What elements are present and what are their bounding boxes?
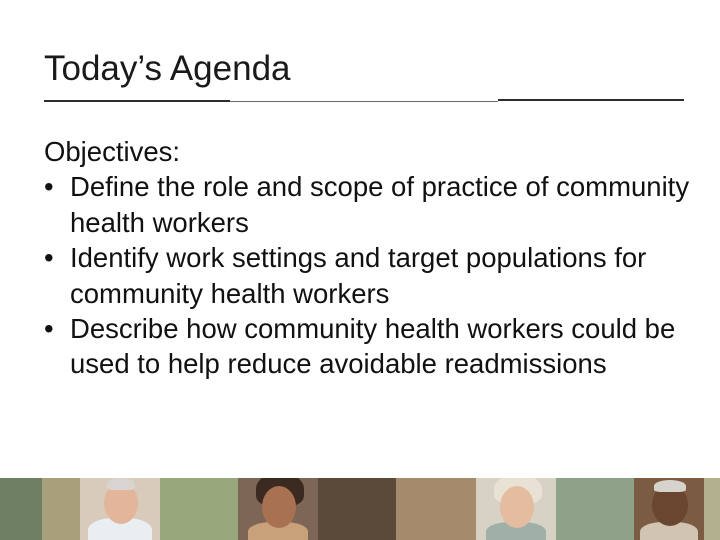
color-block-2 (42, 478, 80, 540)
objectives-heading: Objectives: (44, 136, 181, 167)
objectives-list (44, 169, 704, 381)
color-block-5 (396, 478, 476, 540)
color-block-1 (0, 478, 42, 540)
bullet-icon: • (44, 313, 54, 345)
photo-smiling-man (634, 478, 704, 540)
objective-text: Define the role and scope of practice of community health workers (70, 171, 690, 238)
objective-text: Describe how community health workers could be used to help reduce avoidable readmissions (70, 313, 676, 380)
objective-item (44, 169, 704, 240)
objective-text: Identify work settings and target populations for community health workers (70, 242, 647, 309)
bullet-icon: • (44, 242, 54, 274)
title-underline-right (498, 99, 684, 101)
color-block-6 (556, 478, 634, 540)
title-underline-middle (230, 101, 498, 102)
slide-title: Today’s Agenda (44, 49, 291, 88)
color-block-4 (318, 478, 396, 540)
objective-item (44, 240, 704, 311)
photo-elderly-woman (476, 478, 556, 540)
objective-item (44, 311, 704, 382)
color-block-3 (160, 478, 238, 540)
photo-strip (0, 478, 720, 540)
photo-elderly-man-doctor (80, 478, 160, 540)
color-block-7 (704, 478, 720, 540)
slide-body (44, 134, 704, 382)
bullet-icon: • (44, 171, 54, 203)
photo-smiling-woman (238, 478, 318, 540)
title-underline-left (44, 100, 230, 102)
